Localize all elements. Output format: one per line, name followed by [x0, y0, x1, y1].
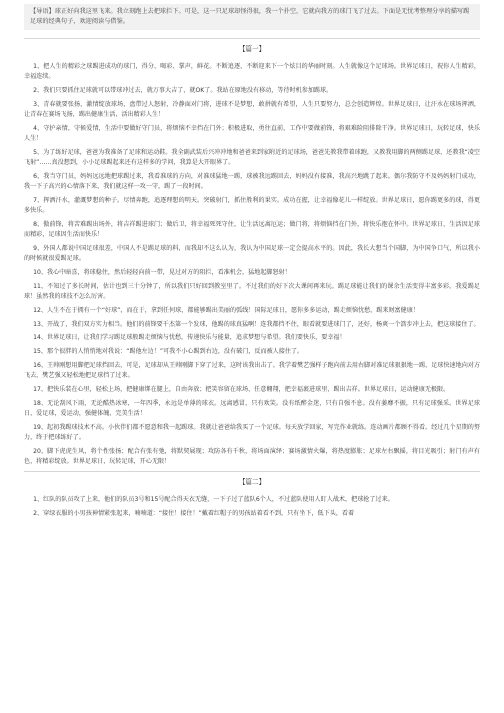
paragraph: 14、世界足球日，让我们学习踢足球般踢走烦恼与忧愁，传递快乐与能量，追求梦想与希望。我们要快乐，要幸福！ — [33, 334, 346, 342]
section-header-1: 【篇一】 — [24, 38, 480, 54]
section-header-2: 【篇二】 — [24, 471, 480, 487]
section-2-body — [24, 495, 480, 519]
paragraph: 8、傲前锋，将苦难踢出场外，将吉祥踢进球门；做后卫，将幸福死死守住，让生活远离厄运；做门将，将烦恼挡在门外，将快乐抱在怀中。世界足球日，生活因足球而精彩，足球因生活而快乐！ — [24, 220, 480, 239]
section-1-body — [24, 62, 480, 467]
paragraph: 4、守护亲情，守候爱情，生活中要做好守门员，将烦恼不幸挡在门外；积极进取，勇往直前，工作中要做前锋，将艰难险阻排除干净。世界足球日，玩转足球，快乐人生！ — [24, 124, 480, 143]
intro-text: 【导语】球正好向我这里飞来。我立刻跑上去把球拦下。可是，这一只足球却怪得很，我一个扑空，它就向我方的球门飞了过去。下面是无忧考整理分享的描写踢足球的经典句子，欢迎阅读与借鉴。 — [30, 8, 470, 25]
paragraph: 1、红队的队员攻了上来，他们的队员3号和15号配合得天衣无缝，一下子过了蓝队6个人，不过蓝队使用人盯人战术，把球抢了过来。 — [33, 495, 394, 503]
paragraph: 9、外国人都说中国足球很差，中国人不是踢足球的料，而我却不这么认为，我认为中国足球一定会提高水平的。因此，我长大想当个国脚，为中国争口气，所以我小的时候就很爱踢足球。 — [24, 244, 480, 263]
paragraph: 10、我心中暗喜，将球稳住，然后轻轻向前一带，晃过对方的阻拦，看准机会，猛地起脚怒射！ — [33, 268, 291, 276]
paragraph: 6、我当守门员，妈妈远远地把球踢过来，我看准球的方向，对准球猛地一踢，球被我远踢回去，妈妈没有接准，我高兴地跳了起来。偶尔我防守不及妈妈射门成功，我一下子高兴的心情落下来，我们就这样一攻一守，踢了一段时间。 — [24, 172, 480, 191]
paragraph: 2、穿绿衣服的小男孩神情紧张起来，喃喃道：“接住！接住！”戴着红帽子的男孩站着看不到，只有坐下，低下头，看着 — [33, 509, 355, 517]
paragraph: 7、挥洒汗水，灌溉梦想的种子。尽情奔跑，追逐理想的明天。突破射门，抓住胜利的果实。成功在握，让幸福像花儿一样绽放。世界足球日，愿你踢更多的球，得更多快乐。 — [24, 196, 480, 215]
paragraph: 18、无论刮风下雨，无论酷热冰寒，一年四季，永远是单薄的球衣。远离感冒，只有欢笑。没有纸醉金迷，只有自强不息。没有萎靡不振，只有足球强采。世界足球日，爱足球，爱运动，强健体魄，完美生活！ — [24, 399, 480, 417]
paragraph: 2、我们只要抓住足球就可以带球冲过去，就万事大吉了，就OK了。我站在原地没有移动，等待时机参加踢球。 — [33, 87, 333, 95]
paragraph: 13、开战了，我们双方实力相当。他们的前锋要千杰第一个发球，他踢的球真猛啊！连我都挡不住，眼看就要进球门了，还好，杨爽一个箭步冲上去，把这球接住了。 — [33, 320, 480, 328]
paragraph: 1、把人生的精彩之球踢进成功的球门，得分、喝彩、掌声，鲜花。不断追逐，不断迎来下一个炫目的华丽时刻。人生就像这个足球场。世界足球日，祝你人生精彩，幸福连续。 — [24, 63, 480, 81]
paragraph: 17、把快乐装在心里，轻松上场，把健康绑在腿上，自由奔放；把笑容留在球场，任意翱翔，把幸福裹进球里，踢出吉祥。世界足球日，运动健康无极限。 — [33, 385, 450, 393]
paragraph: 12、人生不在于拥有一个“好球”，而在于，拿到任何球，都能够踢出美丽的弧线！国际足球日，愿你多多运动，踢走烦恼忧愁，踢来财富健康！ — [33, 306, 419, 314]
paragraph: 3、青春就要张扬，激情绽放球场，盘带过人怒射，冷静面对门将，进球不是梦想，敢拼就有希望，人生只要努力，总会创造辉煌。世界足球日，让汗水在球场挥洒，让青春在赛场飞扬，踢出健康生活，活出精彩人生！ — [24, 100, 480, 119]
paragraph: 5、为了练好足球，爸爸为我准备了足球和运动鞋。我全副武装后兴冲冲地和爸爸来到家附近的足球场，爸爸先教我带着球跑，又教我用脚的两侧踢足球，还教我“凌空飞射”……真没想到，小小足球踢起来还有这样多的学问，我算是大开眼界了。 — [24, 148, 480, 167]
paragraph: 20、脚下虎虎生风，将个性张扬；配合有张有弛，将默契展现；攻防各有千秋，将场面演绎；赛场激情火爆，将热度膨胀；足球左右飘摇，将目光吸引；射门有声有色，将精彩绽放。世界足球日，玩转足球，开心无限！ — [24, 447, 480, 465]
intro-box — [24, 4, 480, 30]
paragraph: 19、起初我踢球技术不高。小伙伴们都不愿意和我一起踢球。我就让爸爸给我买了一个足球。每天放学回家，写完作业就练。连动画片都顾不得看。经过几个星期的努力，终于把球练好了。 — [24, 423, 480, 441]
paragraph: 11、不知过了多长时间，估计也到三十分钟了，所以我们只好回到教室里了。不过我们的好下次大课间再来玩。踢足球能让我们的课余生活变得丰富多彩。我爱踢足球！虽然我的球技不怎么厉害。 — [24, 282, 480, 300]
paragraph: 15、那个很胖的人悄悄地对我说：“踢他左边！”可我不小心踢到右边，没有破门，反而被人接住了。 — [33, 348, 304, 356]
paragraph: 16、王帅刚想用脚把足球挡回去，可是，足球却从王帅刚脚下穿了过来，这时该我出击了。我学着樊艺强样子跑向前去用右脚对准足球狠狠地一踢，足球快速地向对方飞去，樊艺强又轻松地把足球挡了过来。 — [24, 361, 480, 380]
